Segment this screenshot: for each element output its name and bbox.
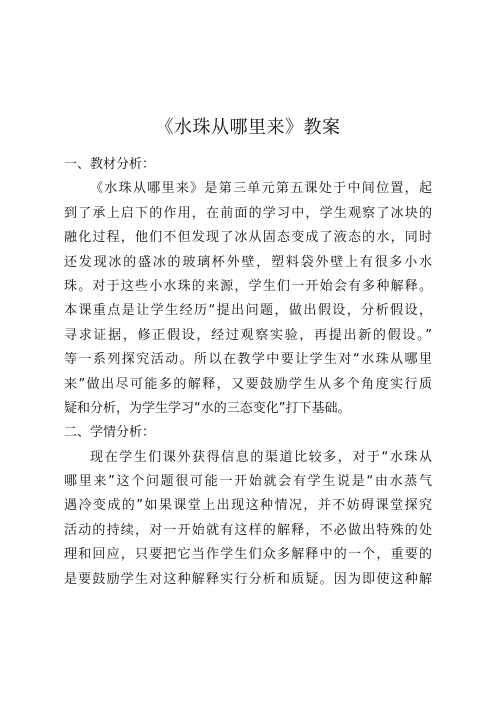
section-heading-textbook-analysis: 一、教材分析： [64,157,156,172]
paragraph-line: 哪里来”这个问题很可能一开始就会有学生说是“由水蒸气 [64,474,432,490]
document-body [64,153,432,592]
paragraph-line: 还发现冰的盛冰的玻璃杯外壁，塑料袋外壁上有很多小水 [64,254,432,270]
paragraph-line: 《水珠从哪里来》是第三单元第五课处于中间位置，起 [90,181,432,197]
paragraph-line: 活动的持续，对一开始就有这样的解释，不必做出特殊的处 [64,522,432,538]
paragraph-line: 是要鼓励学生对这种解释实行分析和质疑。因为即使这种解 [64,571,432,587]
paragraph-line: 融化过程，他们不但发现了冰从固态变成了液态的水，同时 [64,230,432,246]
paragraph-line: 珠。对于这些小水珠的来源，学生们一开始会有多种解释。 [64,278,432,294]
paragraph-line: 等一系列探究活动。所以在教学中要让学生对“水珠从哪里 [64,352,432,368]
paragraph-line: 寻求证据，修正假设，经过观察实验，再提出新的假设。” [64,327,432,343]
paragraph-line: 到了承上启下的作用，在前面的学习中，学生观察了冰块的 [64,205,432,221]
paragraph-line: 现在学生们课外获得信息的渠道比较多，对于“水珠从 [90,449,432,465]
paragraph-line: 遇冷变成的”如果课堂上出现这种情况，并不妨碍课堂探究 [64,498,432,514]
paragraph-line: 疑和分析，为学生学习“水的三态变化”打下基础。 [64,400,351,416]
paragraph-textbook-analysis [64,177,432,421]
section-heading-student-analysis: 二、学情分析： [64,425,156,441]
paragraph-student-analysis [64,446,432,592]
paragraph-line: 本课重点是让学生经历“提出问题，做出假设，分析假设， [64,303,432,319]
paragraph-line: 理和回应，只要把它当作学生们众多解释中的一个，重要的 [64,547,432,563]
paragraph-line: 来”做出尽可能多的解释，又要鼓励学生从多个角度实行质 [64,376,432,392]
document-title: 《水珠从哪里来》教案 [155,117,341,138]
